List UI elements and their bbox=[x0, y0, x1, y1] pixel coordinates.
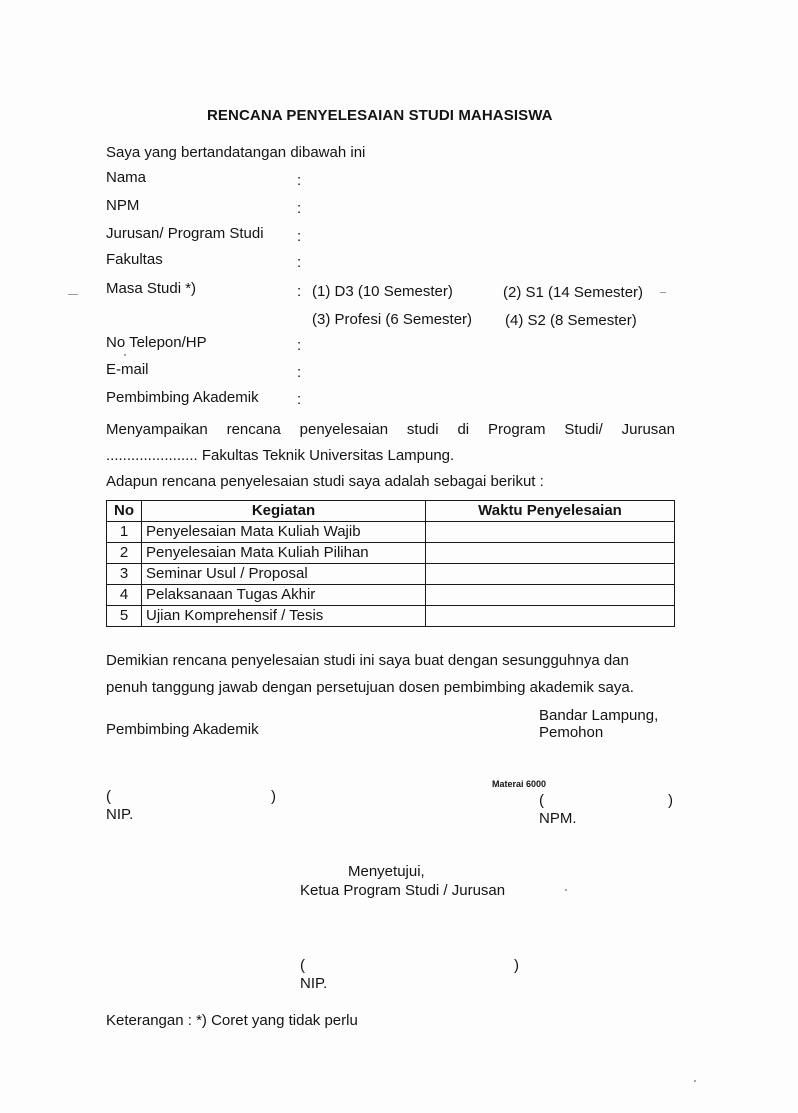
sign-place-date: Bandar Lampung, bbox=[539, 707, 659, 724]
field-colon-telepon: : bbox=[297, 337, 302, 354]
header-no: No bbox=[107, 501, 142, 522]
header-kegiatan: Kegiatan bbox=[142, 501, 426, 522]
table-row bbox=[107, 522, 675, 543]
row-no: 3 bbox=[107, 564, 142, 585]
row-no: 5 bbox=[107, 606, 142, 627]
table-row bbox=[107, 585, 675, 606]
field-colon-masa-studi: : bbox=[297, 283, 302, 300]
approval-paren-close: ) bbox=[514, 957, 519, 974]
row-no: 4 bbox=[107, 585, 142, 606]
field-label-pembimbing: Pembimbing Akademik bbox=[106, 389, 259, 406]
row-waktu[interactable] bbox=[426, 543, 675, 564]
table-row bbox=[107, 543, 675, 564]
study-plan-table bbox=[106, 500, 675, 627]
statement-word: di bbox=[457, 421, 470, 438]
sign-left-role: Pembimbing Akademik bbox=[106, 721, 259, 738]
header-waktu: Waktu Penyelesaian bbox=[426, 501, 675, 522]
sign-left-nip: NIP. bbox=[106, 806, 134, 823]
row-no: 1 bbox=[107, 522, 142, 543]
statement-word: studi bbox=[406, 421, 439, 438]
table-header-row bbox=[107, 501, 675, 522]
row-waktu[interactable] bbox=[426, 564, 675, 585]
approval-heading: Menyetujui, bbox=[348, 863, 425, 880]
statement-line-1 bbox=[106, 421, 675, 438]
footnote: Keterangan : *) Coret yang tidak perlu bbox=[106, 1012, 358, 1029]
sign-right-role: Pemohon bbox=[539, 724, 604, 741]
scan-speck bbox=[565, 889, 567, 891]
sign-right-paren-close: ) bbox=[668, 792, 673, 809]
closing-line-2: penuh tanggung jawab dengan persetujuan dosen pembimbing akademik saya. bbox=[106, 679, 634, 696]
statement-line-2: ...................... Fakultas Teknik Universitas Lampung. bbox=[106, 447, 455, 464]
row-waktu[interactable] bbox=[426, 606, 675, 627]
row-kegiatan: Pelaksanaan Tugas Akhir bbox=[142, 585, 426, 606]
statement-word: Studi/ bbox=[564, 421, 603, 438]
statement-word: Jurusan bbox=[621, 421, 675, 438]
study-option-d3: (1) D3 (10 Semester) bbox=[312, 283, 453, 300]
field-colon-pembimbing: : bbox=[297, 391, 302, 408]
scan-mark bbox=[660, 292, 666, 293]
field-label-masa-studi: Masa Studi *) bbox=[106, 280, 197, 297]
study-option-s2: (4) S2 (8 Semester) bbox=[505, 312, 637, 329]
field-colon-jurusan: : bbox=[297, 228, 302, 245]
statement-word: rencana bbox=[226, 421, 281, 438]
sign-right-npm: NPM. bbox=[539, 810, 577, 827]
field-label-email: E-mail bbox=[106, 361, 149, 378]
scan-mark bbox=[68, 294, 78, 295]
field-colon-email: : bbox=[297, 364, 302, 381]
statement-word: penyelesaian bbox=[299, 421, 389, 438]
table-row bbox=[107, 606, 675, 627]
row-kegiatan: Penyelesaian Mata Kuliah Pilihan bbox=[142, 543, 426, 564]
field-label-fakultas: Fakultas bbox=[106, 251, 163, 268]
row-kegiatan: Ujian Komprehensif / Tesis bbox=[142, 606, 426, 627]
field-colon-fakultas: : bbox=[297, 254, 302, 271]
sign-left-paren-open: ( bbox=[106, 788, 111, 805]
row-kegiatan: Seminar Usul / Proposal bbox=[142, 564, 426, 585]
row-kegiatan: Penyelesaian Mata Kuliah Wajib bbox=[142, 522, 426, 543]
sign-left-paren-close: ) bbox=[271, 788, 276, 805]
row-no: 2 bbox=[107, 543, 142, 564]
table-row bbox=[107, 564, 675, 585]
field-label-telepon: No Telepon/HP bbox=[106, 334, 207, 351]
field-label-jurusan: Jurusan/ Program Studi bbox=[106, 225, 264, 242]
statement-word: Menyampaikan bbox=[106, 421, 208, 438]
closing-line-1: Demikian rencana penyelesaian studi ini saya buat dengan sesungguhnya dan bbox=[106, 652, 629, 669]
approval-paren-open: ( bbox=[300, 957, 305, 974]
scan-speck bbox=[124, 354, 126, 356]
field-colon-nama: : bbox=[297, 172, 302, 189]
scan-speck bbox=[694, 1080, 696, 1082]
row-waktu[interactable] bbox=[426, 522, 675, 543]
study-option-profesi: (3) Profesi (6 Semester) bbox=[312, 311, 473, 328]
field-label-nama: Nama bbox=[106, 169, 147, 186]
statement-word: Program bbox=[488, 421, 546, 438]
field-label-npm: NPM bbox=[106, 197, 140, 214]
approval-role: Ketua Program Studi / Jurusan bbox=[300, 882, 506, 899]
study-option-s1: (2) S1 (14 Semester) bbox=[503, 284, 644, 301]
plan-intro: Adapun rencana penyelesaian studi saya adalah sebagai berikut : bbox=[106, 473, 544, 490]
materai-stamp-label: Materai 6000 bbox=[492, 779, 547, 789]
row-waktu[interactable] bbox=[426, 585, 675, 606]
sign-right-paren-open: ( bbox=[539, 792, 544, 809]
approval-nip: NIP. bbox=[300, 975, 328, 992]
intro-text: Saya yang bertandatangan dibawah ini bbox=[106, 144, 366, 161]
field-colon-npm: : bbox=[297, 200, 302, 217]
document-title: RENCANA PENYELESAIAN STUDI MAHASISWA bbox=[207, 107, 553, 124]
